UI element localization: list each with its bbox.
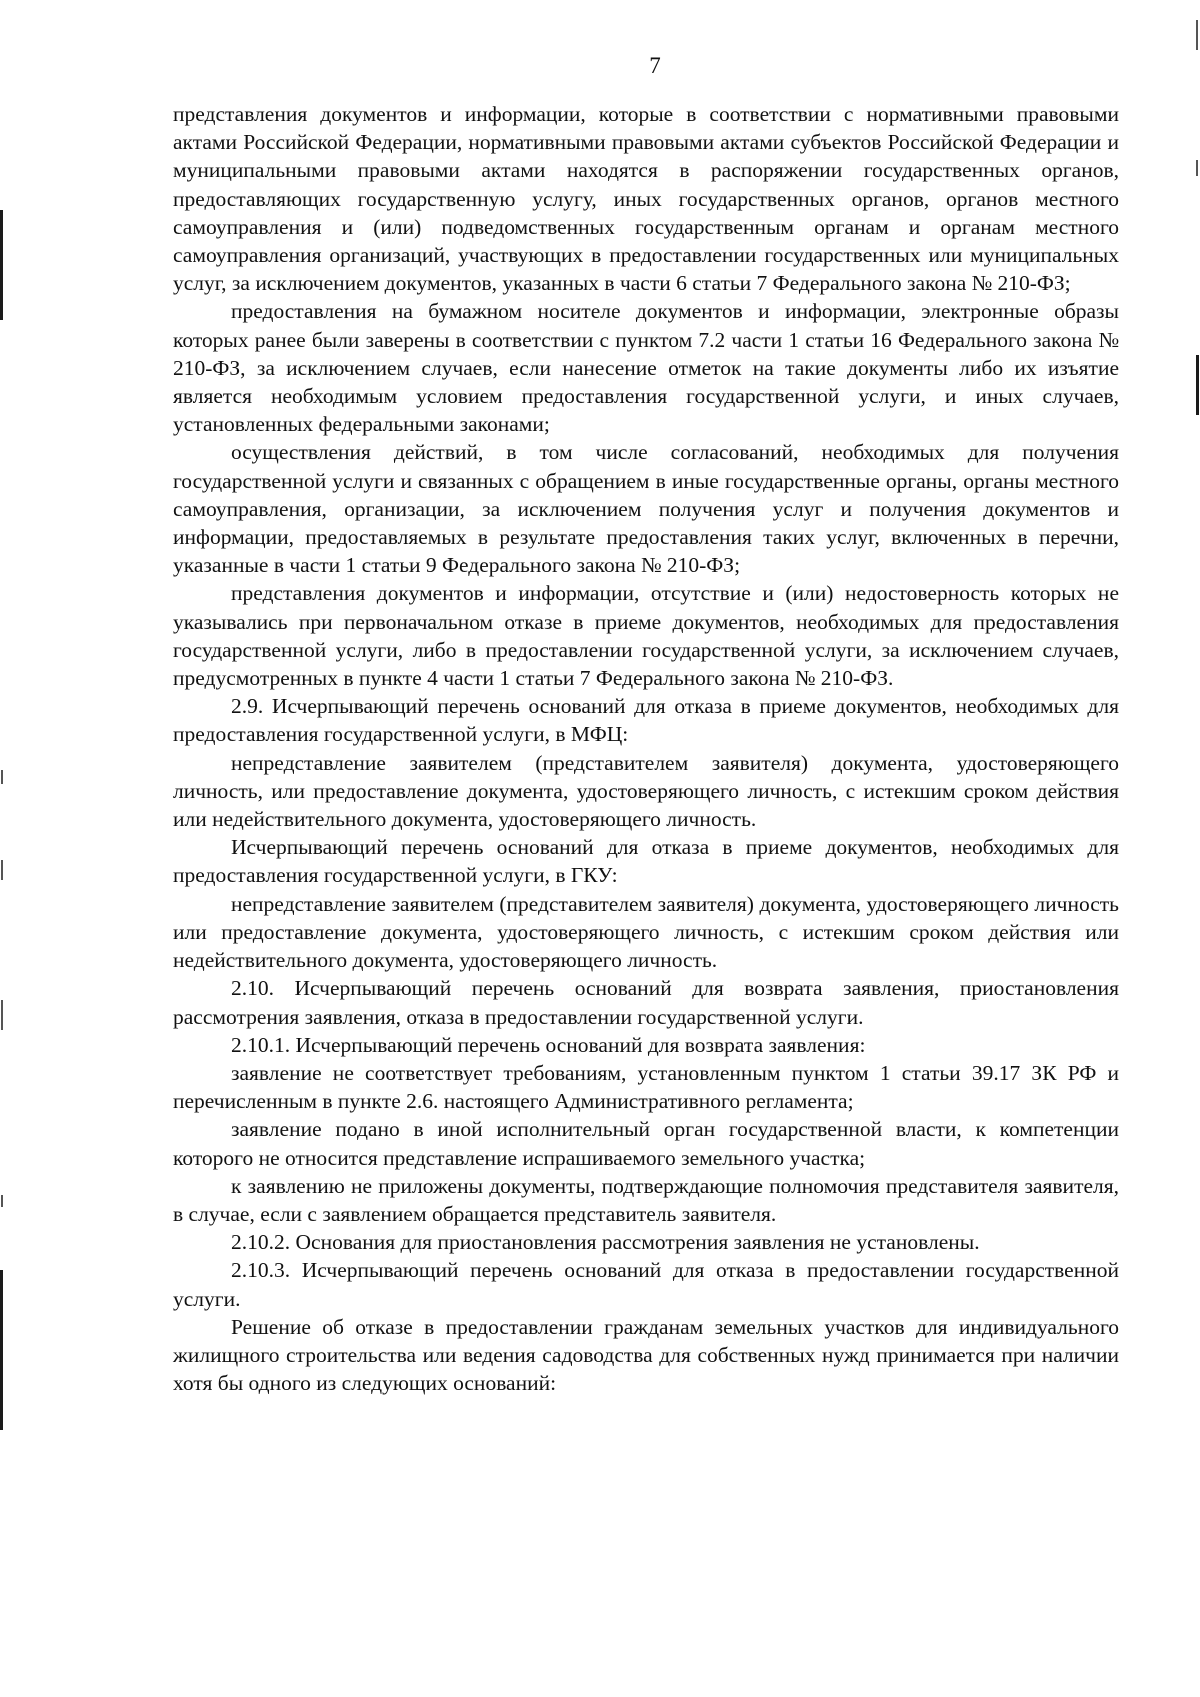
scan-edge-mark (1196, 160, 1198, 176)
paragraph: непредставление заявителем (представителем заявителя) документа, удостоверяющего личность или предоставление документа, удостоверяющего личность, с истекшим сроком действия или недействительного документа, удостоверяющего личность. (173, 891, 1119, 973)
scan-edge-mark (0, 1270, 3, 1430)
paragraph: представления документов и информации, отсутствие и (или) недостоверность которых не указывались при первоначальном отказе в приеме документов, необходимых для предоставления государственной услуги, либо в предоставлении государственной услуги, за исключением случаев, предусмотренных в пункте 4 части 1 статьи 7 Федерального закона № 210-ФЗ. (173, 581, 1119, 691)
paragraph: осуществления действий, в том числе согласований, необходимых для получения государственной услуги и связанных с обращением в иные государственные органы, органы местного самоуправления, организации, за исключением получения услуг и получения документов и информации, предоставляемых в результате предоставления таких услуг, включенных в перечни, указанные в части 1 статьи 9 Федерального закона № 210-ФЗ; (173, 440, 1119, 578)
scan-edge-mark (1196, 20, 1198, 50)
scan-edge-mark (0, 210, 3, 320)
paragraph: 2.10.3. Исчерпывающий перечень оснований для отказа в предоставлении государственной услуги. (173, 1258, 1119, 1311)
paragraph: 2.9. Исчерпывающий перечень оснований для отказа в приеме документов, необходимых для предоставления государственной услуги, в МФЦ: (173, 694, 1119, 747)
scan-edge-mark (1, 1195, 3, 1207)
page-number: 7 (649, 53, 661, 78)
paragraph: заявление подано в иной исполнительный орган государственной власти, к компетенции которого не относится представление испрашиваемого земельного участка; (173, 1117, 1119, 1170)
scan-edge-mark (1, 770, 3, 784)
paragraph: 2.10. Исчерпывающий перечень оснований для возврата заявления, приостановления рассмотрения заявления, отказа в предоставлении государственной услуги. (173, 976, 1119, 1029)
scan-edge-mark (1196, 355, 1199, 415)
document-body (173, 100, 1119, 1397)
scan-edge-mark (1, 860, 3, 880)
paragraph: Исчерпывающий перечень оснований для отказа в приеме документов, необходимых для предоставления государственной услуги, в ГКУ: (173, 835, 1119, 888)
paragraph: 2.10.1. Исчерпывающий перечень оснований для возврата заявления: (231, 1032, 866, 1057)
paragraph: непредставление заявителем (представителем заявителя) документа, удостоверяющего личность, или предоставление документа, удостоверяющего личность, с истекшим сроком действия или недействительного документа, удостоверяющего личность. (173, 750, 1119, 832)
paragraph: представления документов и информации, которые в соответствии с нормативными правовыми актами Российской Федерации, нормативными правовыми актами субъектов Российской Федерации и муниципальными правовыми актами находятся в распоряжении государственных органов, предоставляющих государственную услугу, иных государственных органов, органов местного самоуправления и (или) подведомственных государственным органам и органам местного самоуправления организаций, участвующих в предоставлении государственных или муниципальных услуг, за исключением документов, указанных в части 6 статьи 7 Федерального закона № 210-ФЗ; (173, 102, 1119, 296)
scan-edge-mark (1, 1000, 3, 1030)
paragraph: Решение об отказе в предоставлении гражданам земельных участков для индивидуального жилищного строительства или ведения садоводства для собственных нужд принимается при наличии хотя бы одного из следующих оснований: (173, 1314, 1119, 1396)
paragraph: 2.10.2. Основания для приостановления рассмотрения заявления не установлены. (231, 1230, 980, 1255)
paragraph: предоставления на бумажном носителе документов и информации, электронные образы которых ранее были заверены в соответствии с пунктом 7.2 части 1 статьи 16 Федерального закона № 210-ФЗ, за исключением случаев, если нанесение отметок на такие документы либо их изъятие является необходимым условием предоставления государственной услуги, и иных случаев, установленных федеральными законами; (173, 299, 1119, 437)
paragraph: заявление не соответствует требованиям, установленным пунктом 1 статьи 39.17 ЗК РФ и перечисленным в пункте 2.6. настоящего Административного регламента; (173, 1060, 1119, 1114)
paragraph: к заявлению не приложены документы, подтверждающие полномочия представителя заявителя, в случае, если с заявлением обращается представитель заявителя. (173, 1173, 1119, 1226)
